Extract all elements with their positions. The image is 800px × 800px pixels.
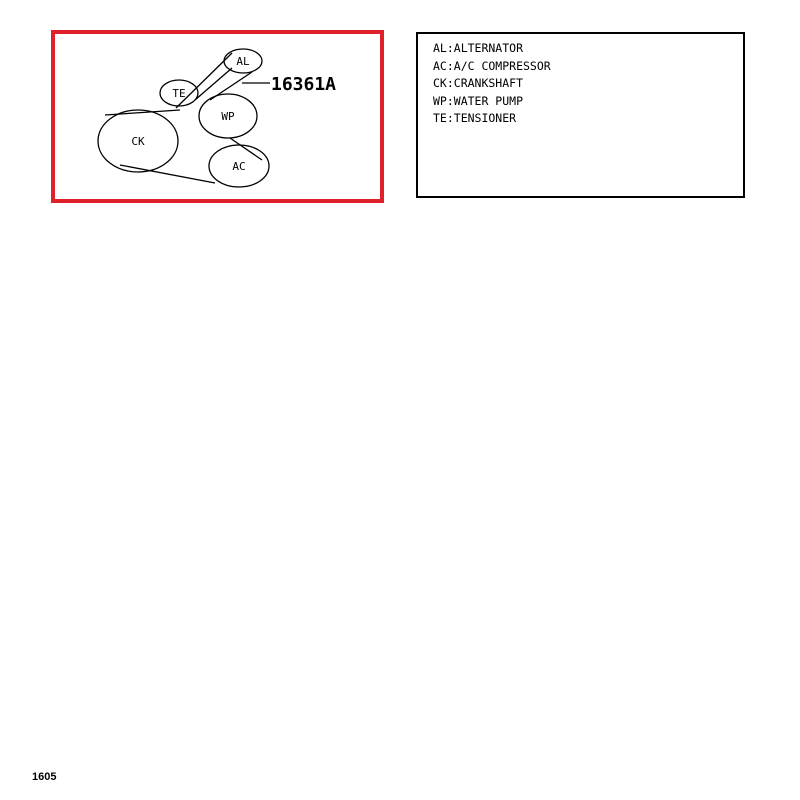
legend-item-te: TE:TENSIONER bbox=[433, 111, 517, 125]
page-number: 1605 bbox=[32, 771, 57, 783]
pulley-label-ac: AC bbox=[232, 160, 246, 173]
legend-item-al: AL:ALTERNATOR bbox=[433, 41, 524, 55]
pulley-label-ck: CK bbox=[131, 135, 145, 148]
part-number-label: 16361A bbox=[271, 74, 337, 95]
pulley-label-al: AL bbox=[236, 55, 250, 68]
legend-item-wp: WP:WATER PUMP bbox=[433, 93, 524, 108]
pulley-label-te: TE bbox=[172, 87, 186, 100]
belt-diagram-frame bbox=[51, 30, 384, 203]
legend-item-ck: CK:CRANKSHAFT bbox=[433, 76, 524, 90]
legend-box bbox=[416, 32, 745, 198]
legend-item-ac: AC:A/C COMPRESSOR bbox=[433, 58, 551, 73]
pulley-label-wp: WP bbox=[221, 110, 235, 123]
